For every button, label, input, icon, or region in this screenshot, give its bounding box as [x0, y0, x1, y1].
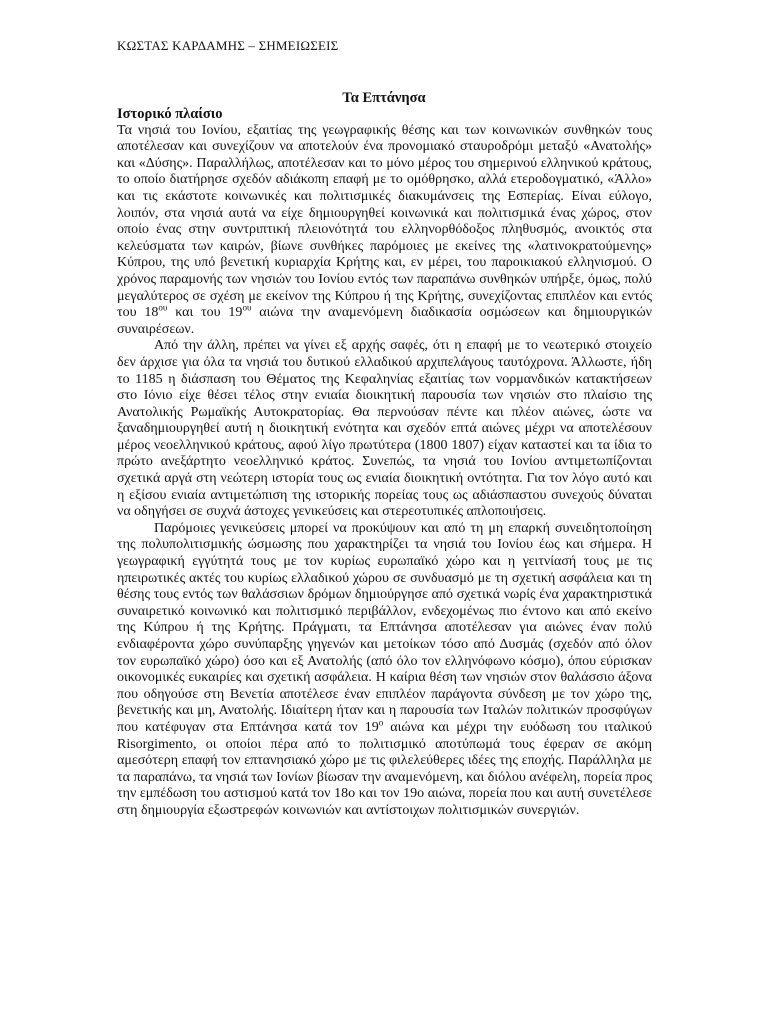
section-subheading: Ιστορικό πλαίσιο — [117, 106, 223, 122]
paragraph-3-text-b: αιώνα και μέχρι την ευόδωση του ιταλικού Risorgimento, οι οποίοι πέρα από το πολιτισμικό αποτύπωμά τους έφεραν σε ακόμη αμεσότερη επαφή τον επτανησιακό χώρο με τις φιλελεύθερες ιδέες της εποχής. Παράλληλα με τα παραπάνω, τα νησιά των Ιονίων βίωσαν την αναμενόμενη, και διόλου ανέφελη, πορεία προς την εμπέδωση του αστισμού κατά τον 18ο και τον 19ο αιώνα, πορεία που και αυτή συνετέλεσε στη δημιουργία εξωστρεφών κοινωνιών και αντίστοιχων πολιτισμικών συνεργιών. — [117, 719, 652, 818]
paragraph-1-text-b: και του 19 — [167, 305, 243, 321]
paragraph-3 — [117, 521, 652, 820]
ordinal-suffix: ου — [158, 302, 168, 313]
paragraph-3-text-a: Παρόμοιες γενικεύσεις μπορεί να προκύψουν και από τη μη επαρκή συνειδητοποίηση της πολυπολιτισμικής ώσμωσης που χαρακτηρίζει τα νησιά του Ιονίου έως και σήμερα. Η γεωγραφική εγγύτητά τους με τον κυρίως ευρωπαϊκό χώρο και η γειτνίασή τους με τις ηπειρωτικές ακτές του κυρίως ελλαδικού χώρου σε συνδυασμό με τη σχετική ασφάλεια και τη θέσης τους εντός των θαλάσσιων δρόμων δημιούργησε από σχετικά νωρίς ένα χαρακτηριστικά συναιρετικό κοινωνικό και πολιτισμικό περιβάλλον, ενδεχομένως πιο έντονο και από εκείνο της Κύπρου ή της Κρήτης. Πράγματι, τα Επτάνησα αποτέλεσαν για αιώνες έναν πολύ ενδιαφέροντα χώρο συνύπαρξης γηγενών και μετοίκων τόσο από Δυσμάς (σχεδόν από όλον τον ευρωπαϊκό χώρο) όσο και εξ Ανατολής (από όλο τον ελληνόφωνο κόσμο), όπου εύρισκαν οικονομικές ευκαιρίες και σχετική ασφάλεια. Η καίρια θέση των νησιών στον θαλάσσιο άξονα που οδηγούσε στη Βενετία αποτέλεσε έναν επιπλέον παράγοντα σύνδεση με τον χώρο της, βενετικής και μη, Ανατολής. Ιδιαίτερη ήταν και η παρουσία των Ιταλών πολιτικών προσφύγων που κατέφυγαν στα Επτάνησα κατά τον 19 — [117, 520, 652, 735]
ordinal-suffix: ο — [378, 717, 384, 728]
paragraph-2: Από την άλλη, πρέπει να γίνει εξ αρχής σαφές, ότι η επαφή με το νεωτερικό στοιχείο δεν άρχισε για όλα τα νησιά του δυτικού ελλαδικού αρχιπελάγους ταυτόχρονα. Άλλωστε, ήδη το 1185 η διάσπαση του Θέματος της Κεφαληνίας εξαιτίας των νορμανδικών κατακτήσεων στο Ιόνιο είχε θέσει τέλος στην ενιαία διοικητική παρουσία των νησιών στο πλαίσιο της Ανατολικής Ρωμαϊκής Αυτοκρατορίας. Θα περνούσαν πέντε και πλέον αιώνες, ώστε να ξαναδημιουργηθεί αυτή η διοικητική ενότητα και σχεδόν επτά αιώνες μέχρι να αποτελέσουν μέρος νεοελληνικού κράτους, αφού λίγο πρωτύτερα (1800 1807) είχαν καταστεί και τα ίδια το πρώτο ανεξάρτητο νεοελληνικό κράτος. Συνεπώς, τα νησιά του Ιονίου αντιμετωπίζονται σχετικά αργά στη νεώτερη ιστορία τους ως ενιαία διοικητική οντότητα. Για τον λόγο αυτό και η εξίσου ενιαία αντιμετώπιση της ιστορικής πορείας τους ως αδιάσπαστου συνεχούς δύναται να οδηγήσει σε συχνά άστοχες γενικεύσεις και στερεοτυπικές απλοποιήσεις. — [117, 338, 652, 520]
paragraph-1-text-a: Τα νησιά του Ιονίου, εξαιτίας της γεωγραφικής θέσης και των κοινωνικών συνθηκών τους αποτέλεσαν και συνεχίζουν να αποτελούν ένα προνομιακό σταυροδρόμι μεταξύ «Ανατολής» και «Δύσης». Παραλλήλως, αποτέλεσαν και το μόνο μέρος του σημερινού ελληνικού κράτους, το οποίο διατήρησε σχεδόν αδιάκοπη επαφή με το ομόθρησκο, αλλά ετεροδογματικό, «Άλλο» και τις εκάστοτε κοινωνικές και πολιτισμικές διακυμάνσεις της Εσπερίας. Είναι εύλογο, λοιπόν, στα νησιά αυτά να είχε δημιουργηθεί κοινωνικά και πολιτισμικά ένας χώρος, στον οποίο ένας στην συντριπτική πλειονότητά του ελληνορθόδοξος πληθυσμός, ανοικτός στα κελεύσματα των καιρών, βίωνε συνθήκες παρόμοιες με εκείνες της «λατινοκρατούμενης» Κύπρου, της υπό βενετική κυριαρχία Κρήτης και, εν μέρει, του παροικιακού ελληνισμού. Ο χρόνος παραμονής των νησιών του Ιονίου εντός των παραπάνω συνθηκών υπήρξε, όμως, πολύ μεγαλύτερος σε σχέση με εκείνον της Κύπρου ή της Κρήτης, συνεχίζοντας επιπλέον και εντός του 18 — [117, 122, 652, 321]
document-title: Τα Επτάνησα — [342, 90, 426, 106]
running-header: ΚΩΣΤΑΣ ΚΑΡΔΑΜΗΣ – ΣΗΜΕΙΩΣΕΙΣ — [117, 38, 339, 53]
paragraph-1-text-c: αιώνα την αναμενόμενη διαδικασία οσμώσεων και δημιουργικών συναιρέσεων. — [117, 305, 652, 337]
document-body — [117, 106, 652, 820]
ordinal-suffix: ου — [242, 302, 252, 313]
paragraph-1 — [117, 123, 652, 339]
